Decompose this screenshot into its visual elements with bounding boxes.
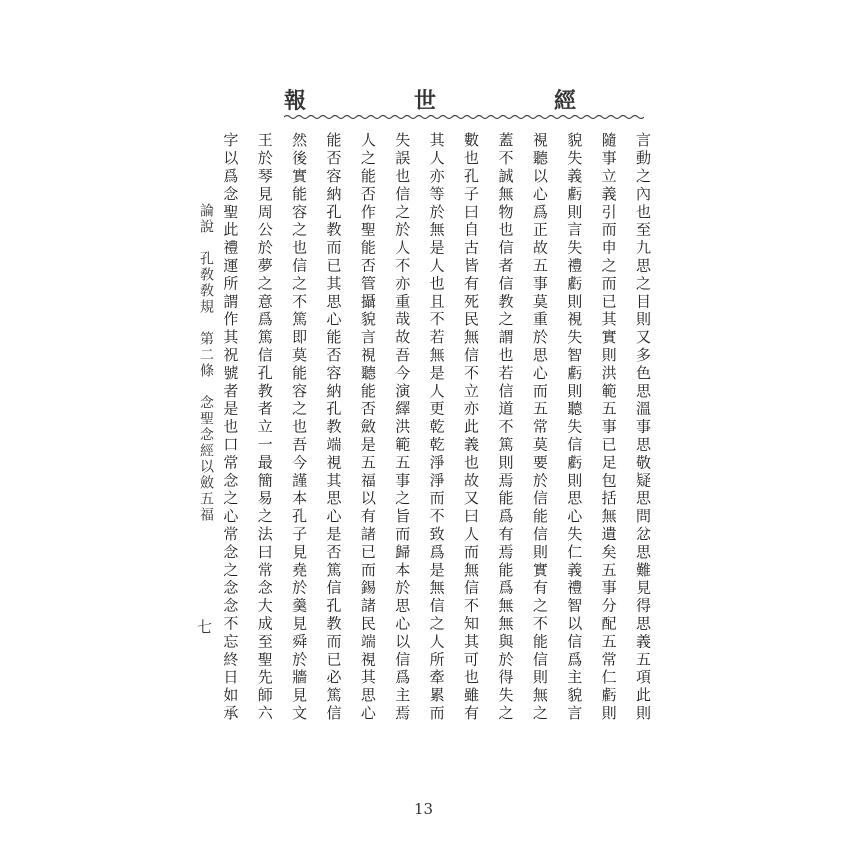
text-column: 視聽以心爲正故五事莫重於思心而五常莫要於信能信則實有之不能信則無之 [530, 132, 549, 723]
text-column: 王於琴見周公於夢之意爲篤信孔教者立一最簡易之法曰常念大成至聖先師六 [255, 132, 274, 723]
header-char-3: 報 [284, 88, 307, 114]
text-column: 失誤也信之於人不亦重哉故吾今演繹洪範五事之旨而歸本於思心以信爲主焉 [393, 132, 412, 723]
header-wavy-rule [284, 112, 644, 122]
text-column: 蓋不誠無物也信者信教之謂也若信道不篤則焉能爲有焉能爲無無與於得失之 [496, 132, 515, 723]
text-column: 能否容納孔教而已其思心能否容納孔教端視其思心是否篤信孔教而已必篤信 [324, 132, 343, 723]
page-number: 13 [414, 800, 434, 818]
text-column: 貌失義虧則言失禮虧則視失智虧則聽失信虧則思心失仁義禮智以信爲主貌言 [565, 132, 584, 723]
text-column: 隨事立義引而申之而已其實則洪範五事已足包括無遺矣五事分配五常仁虧則 [599, 132, 618, 723]
text-column: 言動之內也至九思之目則又多色思溫事思敬疑思問忿思難見得思義五項此則 [634, 132, 652, 723]
text-column: 人之能否作聖能否管攝貌言視聽能否斂是五福以有諸已而錫諸民端視其思心 [358, 132, 377, 723]
text-column: 然後實能容之也信之不篤即莫能容之也吾今謹本孔子見堯於羹見舜於牆見文 [290, 132, 309, 723]
body-text [213, 132, 660, 792]
text-column: 數也孔子曰自古皆有死民無信不立亦此義也故又曰人而無信不知其可也雖有 [462, 132, 481, 723]
running-title: 論說 孔敎敎規 第二條 念聖念經以斂五福 [198, 203, 214, 523]
section-number: 七 [197, 618, 213, 636]
text-column: 其人亦等於無是人也且不若無是人更乾乾淨淨而不致爲是無信之人所牽累而 [427, 132, 446, 723]
header-char-2: 世 [414, 88, 437, 114]
header-char-1: 經 [554, 88, 577, 114]
text-column: 字以爲念聖此禮運所謂作其祝號者是也口常念之心常念之念念不忘終日如承 [221, 132, 240, 723]
